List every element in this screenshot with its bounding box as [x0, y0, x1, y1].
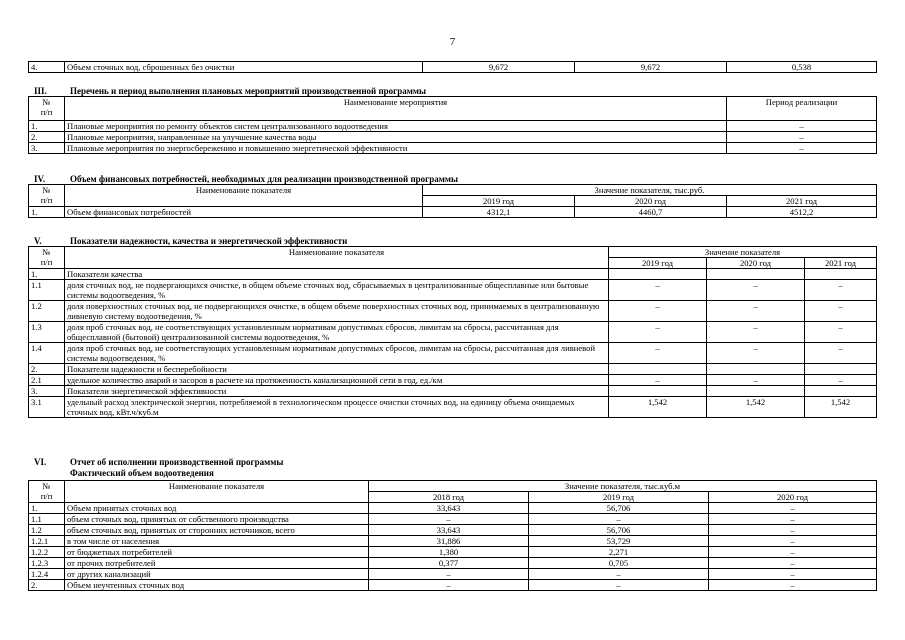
table-row: [29, 269, 877, 280]
row-value: –: [609, 322, 707, 343]
header-value: Значение показателя, тыс.куб.м: [369, 481, 877, 492]
row-num: 1.: [29, 269, 65, 280]
table-row: [29, 364, 877, 375]
row-num: 2.: [29, 580, 65, 591]
finance-table: [28, 184, 877, 218]
row-value: 0,538: [727, 62, 877, 73]
row-period: –: [727, 132, 877, 143]
section-title: Отчет об исполнении производственной программы: [70, 457, 284, 467]
section-6-subtitle: Фактический объем водоотведения: [70, 468, 214, 478]
row-value: –: [609, 343, 707, 364]
row-name: от бюджетных потребителей: [65, 547, 369, 558]
row-num: 3.: [29, 143, 65, 154]
table-row: [29, 580, 877, 591]
row-value: –: [805, 322, 877, 343]
row-value: [609, 269, 707, 280]
row-value: –: [609, 375, 707, 386]
row-name: Объем неучтенных сточных вод: [65, 580, 369, 591]
row-value: –: [709, 580, 877, 591]
table-header-row: [29, 185, 877, 196]
row-name: от прочих потребителей: [65, 558, 369, 569]
row-value: –: [707, 322, 805, 343]
table-row: [29, 386, 877, 397]
row-name: доля проб сточных вод, не соответствующих установленным нормативам допустимых сбросов, лимитам на сбросы, рассчитанная для ливневой системы водоотведения, %: [65, 343, 609, 364]
row-value: 1,542: [707, 397, 805, 418]
row-num: 1.1: [29, 280, 65, 301]
row-value: 9,672: [423, 62, 575, 73]
row-value: [805, 269, 877, 280]
row-name: Показатели надежности и бесперебойности: [65, 364, 609, 375]
table-row: [29, 207, 877, 218]
row-num: 1.2.3: [29, 558, 65, 569]
section-number: VI.: [34, 457, 47, 467]
header-year: 2021 год: [805, 258, 877, 269]
row-value: 56,706: [529, 503, 709, 514]
table-row: [29, 62, 877, 73]
row-name: Объем принятых сточных вод: [65, 503, 369, 514]
table-row: [29, 143, 877, 154]
table-row: [29, 558, 877, 569]
table-row: [29, 514, 877, 525]
table-row: [29, 121, 877, 132]
header-year: 2020 год: [709, 492, 877, 503]
row-name: удельное количество аварий и засоров в расчете на протяженность канализационной сети в год, ед./км: [65, 375, 609, 386]
carry-over-table: [28, 61, 877, 73]
row-value: 56,706: [529, 525, 709, 536]
activities-table: [28, 96, 877, 154]
row-num: 3.1: [29, 397, 65, 418]
row-num: 3.: [29, 386, 65, 397]
row-name: объем сточных вод, принятых от сторонних источников, всего: [65, 525, 369, 536]
section-number: IV.: [34, 174, 46, 184]
row-name: Объем финансовых потребностей: [65, 207, 423, 218]
row-num: 1.2.1: [29, 536, 65, 547]
row-value: –: [805, 375, 877, 386]
row-name: объем сточных вод, принятых от собственного производства: [65, 514, 369, 525]
header-year: 2019 год: [609, 258, 707, 269]
section-title: Объем финансовых потребностей, необходимых для реализации производственной программы: [70, 174, 459, 184]
header-year: 2018 год: [369, 492, 529, 503]
table-row: [29, 503, 877, 514]
table-row: [29, 547, 877, 558]
row-name: Плановые мероприятия по ремонту объектов систем централизованного водоотведения: [65, 121, 727, 132]
row-value: –: [707, 375, 805, 386]
row-value: –: [369, 514, 529, 525]
row-value: 33,643: [369, 503, 529, 514]
row-name: доля сточных вод, не подвергающихся очистке, в общем объеме сточных вод, сбрасываемых в централизованные общесплавные или бытовые системы водоотведения, %: [65, 280, 609, 301]
section-5-heading: [34, 236, 347, 246]
row-value: –: [805, 301, 877, 322]
table-row: [29, 343, 877, 364]
header-name: Наименование мероприятия: [65, 97, 727, 121]
row-value: 1,380: [369, 547, 529, 558]
row-value: –: [707, 343, 805, 364]
row-name: Объем сточных вод, сброшенных без очистки: [65, 62, 423, 73]
header-num: № п/п: [29, 97, 65, 121]
row-num: 4.: [29, 62, 65, 73]
section-6-heading: [34, 457, 283, 467]
section-title: Показатели надежности, качества и энергетической эффективности: [70, 236, 348, 246]
header-year: 2019 год: [423, 196, 575, 207]
section-title: Перечень и период выполнения плановых мероприятий производственной программы: [70, 86, 427, 96]
row-num: 1.: [29, 207, 65, 218]
row-num: 1.4: [29, 343, 65, 364]
table-row: [29, 322, 877, 343]
row-value: 31,886: [369, 536, 529, 547]
row-value: –: [529, 569, 709, 580]
row-num: 1.: [29, 503, 65, 514]
table-row: [29, 280, 877, 301]
header-year: 2019 год: [529, 492, 709, 503]
row-num: 2.: [29, 132, 65, 143]
table-row: [29, 132, 877, 143]
row-name: Показатели качества: [65, 269, 609, 280]
row-num: 2.: [29, 364, 65, 375]
row-value: 53,729: [529, 536, 709, 547]
section-number: V.: [34, 236, 42, 246]
row-num: 2.1: [29, 375, 65, 386]
row-value: 9,672: [575, 62, 727, 73]
row-value: –: [609, 301, 707, 322]
row-num: 1.2.2: [29, 547, 65, 558]
row-value: 1,542: [805, 397, 877, 418]
row-value: –: [707, 280, 805, 301]
row-value: –: [805, 280, 877, 301]
indicators-table: [28, 246, 877, 418]
header-num: № п/п: [29, 247, 65, 269]
row-value: [805, 364, 877, 375]
row-value: 4312,1: [423, 207, 575, 218]
row-num: 1.1: [29, 514, 65, 525]
row-name: от других канализаций: [65, 569, 369, 580]
row-period: –: [727, 143, 877, 154]
table-header-row: [29, 247, 877, 258]
row-value: –: [805, 343, 877, 364]
row-value: [707, 364, 805, 375]
row-num: 1.2: [29, 525, 65, 536]
row-value: –: [709, 536, 877, 547]
table-row: [29, 569, 877, 580]
row-value: –: [709, 503, 877, 514]
header-name: Наименование показателя: [65, 247, 609, 269]
row-period: –: [727, 121, 877, 132]
page-number: 7: [449, 36, 456, 48]
row-name: Плановые мероприятия, направленные на улучшение качества воды: [65, 132, 727, 143]
row-value: 33,643: [369, 525, 529, 536]
row-value: [805, 386, 877, 397]
row-value: [609, 364, 707, 375]
row-value: –: [709, 547, 877, 558]
row-name: в том числе от населения: [65, 536, 369, 547]
row-name: доля проб сточных вод, не соответствующих установленным нормативам допустимых сбросов, лимитам на сбросы, рассчитанная для общесплавной (бытовой) централизованной системы водоотведения, %: [65, 322, 609, 343]
row-value: –: [609, 280, 707, 301]
header-year: 2020 год: [575, 196, 727, 207]
row-value: 0,705: [529, 558, 709, 569]
header-num: № п/п: [29, 481, 65, 503]
row-name: Показатели энергетической эффективности: [65, 386, 609, 397]
row-value: –: [709, 525, 877, 536]
header-year: 2021 год: [727, 196, 877, 207]
header-year: 2020 год: [707, 258, 805, 269]
row-value: –: [709, 569, 877, 580]
row-value: 4512,2: [727, 207, 877, 218]
row-num: 1.2.4: [29, 569, 65, 580]
row-value: –: [709, 514, 877, 525]
row-name: удельный расход электрической энергии, потребляемой в технологическом процессе очистки сточных вод, на единицу объема очищаемых сточных вод, кВт.ч/куб.м: [65, 397, 609, 418]
section-3-heading: [34, 86, 426, 96]
section-number: III.: [34, 86, 47, 96]
header-name: Наименование показателя: [65, 185, 423, 207]
row-name: доля поверхностных сточных вод, не подвергающихся очистке, в общем объеме поверхностных сточных вод, принимаемых в централизованную ливневую систему водоотведения, %: [65, 301, 609, 322]
row-value: 0,377: [369, 558, 529, 569]
row-value: 1,542: [609, 397, 707, 418]
row-value: 2,271: [529, 547, 709, 558]
row-num: 1.2: [29, 301, 65, 322]
row-value: –: [369, 569, 529, 580]
row-value: –: [369, 580, 529, 591]
row-value: –: [707, 301, 805, 322]
row-num: 1.: [29, 121, 65, 132]
row-value: –: [709, 558, 877, 569]
table-row: [29, 301, 877, 322]
row-value: [609, 386, 707, 397]
table-row: [29, 536, 877, 547]
row-value: 4460,7: [575, 207, 727, 218]
table-row: [29, 375, 877, 386]
table-row: [29, 397, 877, 418]
table-header-row: [29, 481, 877, 492]
header-period: Период реализации: [727, 97, 877, 121]
header-value: Значение показателя, тыс.руб.: [423, 185, 877, 196]
header-value: Значение показателя: [609, 247, 877, 258]
wastewater-report-table: [28, 480, 877, 591]
table-row: [29, 525, 877, 536]
row-name: Плановые мероприятия по энергосбережению и повышению энергетической эффективности: [65, 143, 727, 154]
header-num: № п/п: [29, 185, 65, 207]
row-value: [707, 269, 805, 280]
header-name: Наименование показателя: [65, 481, 369, 503]
row-num: 1.3: [29, 322, 65, 343]
row-value: [707, 386, 805, 397]
row-value: –: [529, 580, 709, 591]
section-4-heading: [34, 174, 458, 184]
table-header-row: [29, 97, 877, 121]
row-value: –: [529, 514, 709, 525]
